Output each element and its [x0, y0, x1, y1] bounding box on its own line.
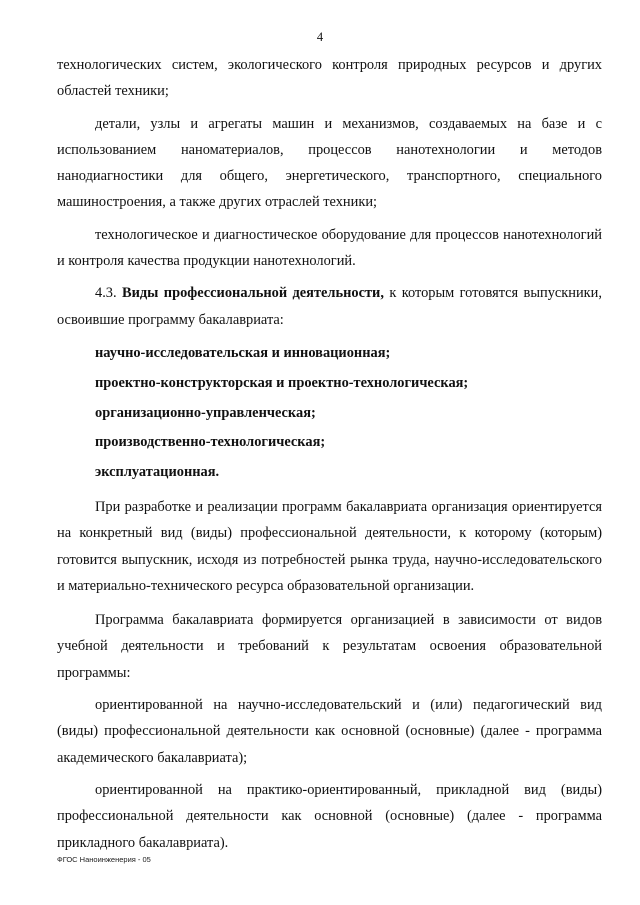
paragraph-program-development: При разработке и реализации программ бакалавриата организация ориентируется на конкретный вид (виды) профессиональной деятельности, к которому (которым) готовится выпускник, исходя из потребностей рынка труда, научно-исследовательского и материально-технического ресурса образовательной организации. — [57, 498, 602, 594]
section-4-3 — [57, 280, 602, 333]
document-body — [57, 52, 602, 856]
section-heading-rest: к которым готовятся выпускники, освоившие программу бакалавриата: — [57, 285, 602, 328]
activity-item: проектно-конструкторская и проектно-технологическая; — [95, 374, 469, 391]
paragraph-applied-bachelor: ориентированной на практико-ориентированный, прикладной вид (виды) профессиональной деятельности как основной (основные) (далее - программа прикладного бакалавриата). — [57, 781, 602, 851]
paragraph-program-formation: Программа бакалавриата формируется организацией в зависимости от видов учебной деятельности и требований к результатам освоения образовательной программы: — [57, 612, 602, 681]
activity-item: производственно-технологическая; — [95, 434, 326, 451]
paragraph-continuation: технологических систем, экологического контроля природных ресурсов и других областей техники; — [57, 57, 602, 100]
page-footer: ФГОС Наноинженерия - 05 — [57, 855, 151, 864]
activity-item: организационно-управленческая; — [95, 404, 316, 421]
activity-item: эксплуатационная. — [95, 464, 220, 481]
paragraph-parts-machines: детали, узлы и агрегаты машин и механизмов, создаваемых на базе и с использованием наноматериалов, процессов нанотехнологии и методов нанодиагностики для общего, энергетического, транспортного, специального машиностроения, а также других отраслей техники; — [57, 115, 602, 211]
paragraph-academic-bachelor: ориентированной на научно-исследовательский и (или) педагогический вид (виды) профессиональной деятельности как основной (основные) (далее - программа академического бакалавриата); — [57, 697, 602, 766]
page-number: 4 — [316, 30, 324, 44]
section-heading-bold: Виды профессиональной деятельности, — [121, 285, 384, 302]
activity-item: научно-исследовательская и инновационная; — [95, 344, 391, 361]
paragraph-equipment: технологическое и диагностическое оборудование для процессов нанотехнологий и контроля качества продукции нанотехнологий. — [57, 226, 602, 270]
section-number: 4.3. — [95, 285, 117, 302]
